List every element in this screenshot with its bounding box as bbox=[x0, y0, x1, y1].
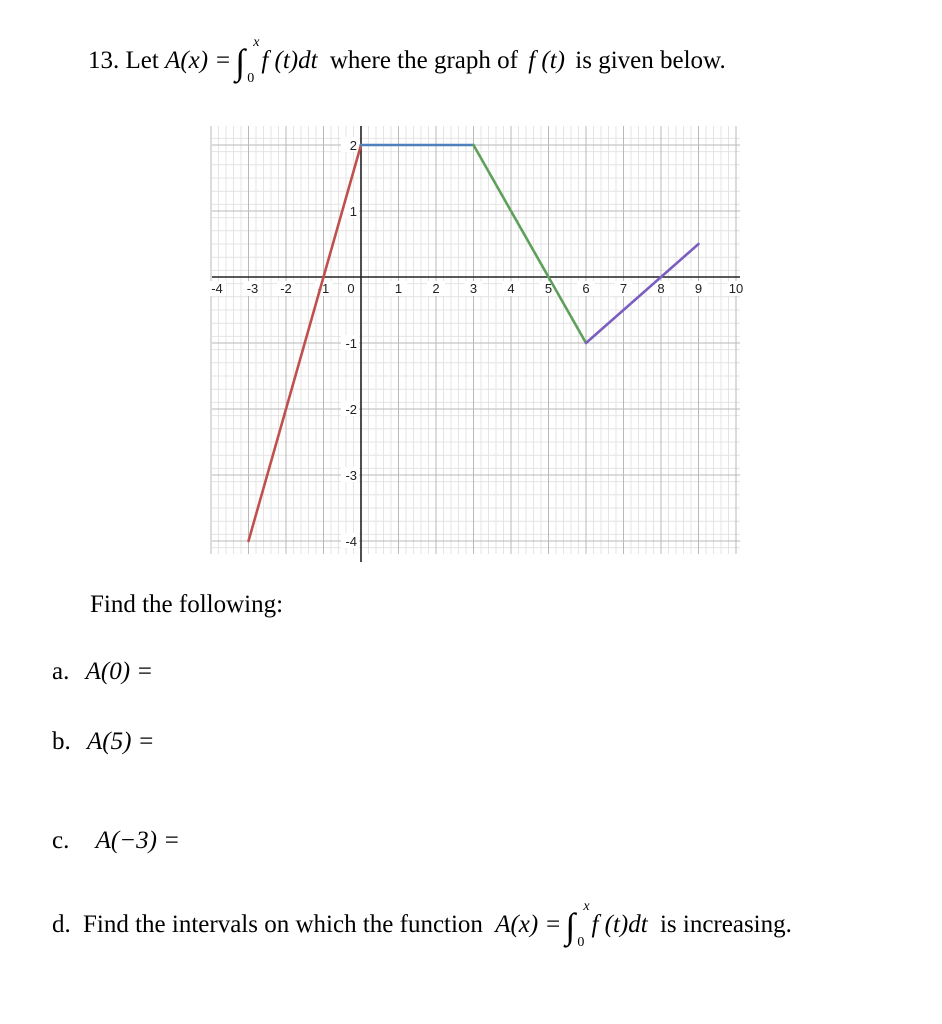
problem-number: 13. bbox=[88, 47, 120, 74]
part-d-integral-upper-limit: x bbox=[583, 899, 590, 914]
part-d-text-before: Find the intervals on which the function bbox=[83, 911, 483, 938]
x-tick-label: 5 bbox=[544, 281, 553, 296]
integral-sign: ∫ x 0 bbox=[235, 35, 260, 86]
prompt: Find the following: bbox=[90, 591, 284, 618]
part-d-integrand: f (t)dt bbox=[591, 911, 648, 938]
x-tick-label: 10 bbox=[728, 281, 744, 296]
a-of-x: A(x) = bbox=[165, 47, 232, 74]
y-tick-label: -4 bbox=[345, 534, 357, 549]
part-d bbox=[52, 899, 792, 950]
tail-text: is given below. bbox=[575, 47, 726, 74]
f-of-t: f (t) bbox=[528, 47, 566, 74]
y-tick-label: -3 bbox=[345, 468, 357, 483]
part-d-label: d. bbox=[52, 911, 71, 938]
let-word: Let bbox=[125, 47, 159, 74]
x-tick-label: 2 bbox=[432, 281, 440, 296]
x-tick-label: 1 bbox=[394, 281, 403, 296]
function-graph bbox=[211, 118, 744, 562]
x-tick-label: -2 bbox=[280, 281, 292, 296]
integral-upper-limit: x bbox=[253, 35, 260, 50]
x-tick-label: 6 bbox=[582, 281, 590, 296]
part-a-label: a. bbox=[52, 658, 70, 685]
part-a-expr: A(0) = bbox=[85, 658, 154, 685]
x-tick-label: 8 bbox=[657, 281, 665, 296]
grid-major bbox=[211, 126, 740, 554]
problem-statement bbox=[88, 35, 726, 86]
x-tick-label: -4 bbox=[211, 281, 223, 296]
segment-4-line bbox=[586, 244, 699, 343]
x-tick-label: 9 bbox=[694, 281, 703, 296]
y-tick-label: 2 bbox=[349, 138, 357, 153]
x-tick-label: 0 bbox=[347, 281, 355, 296]
y-tick-label: 1 bbox=[349, 204, 357, 219]
x-tick-label: 3 bbox=[469, 281, 478, 296]
part-b bbox=[52, 728, 155, 756]
x-tick-label: -3 bbox=[246, 281, 259, 296]
integral-lower-limit: 0 bbox=[247, 71, 255, 86]
part-c bbox=[52, 827, 180, 855]
part-d-integral-sign: ∫ x 0 bbox=[565, 899, 590, 950]
integrand: f (t)dt bbox=[261, 47, 318, 74]
part-b-label: b. bbox=[52, 728, 71, 755]
y-tick-label: -2 bbox=[345, 402, 357, 417]
x-tick-label: -1 bbox=[317, 281, 330, 296]
mid-text: where the graph of bbox=[329, 47, 518, 74]
part-d-a-of-x: A(x) = bbox=[495, 911, 562, 938]
part-a bbox=[52, 658, 153, 686]
x-tick-label: 4 bbox=[507, 281, 515, 296]
part-b-expr: A(5) = bbox=[87, 728, 155, 755]
part-c-label: c. bbox=[52, 827, 70, 854]
y-tick-label: -1 bbox=[345, 336, 357, 351]
part-d-integral-lower-limit: 0 bbox=[577, 935, 585, 950]
part-d-text-after: is increasing. bbox=[659, 911, 792, 938]
part-c-expr: A(−3) = bbox=[95, 827, 181, 854]
x-tick-label: 7 bbox=[619, 281, 628, 296]
